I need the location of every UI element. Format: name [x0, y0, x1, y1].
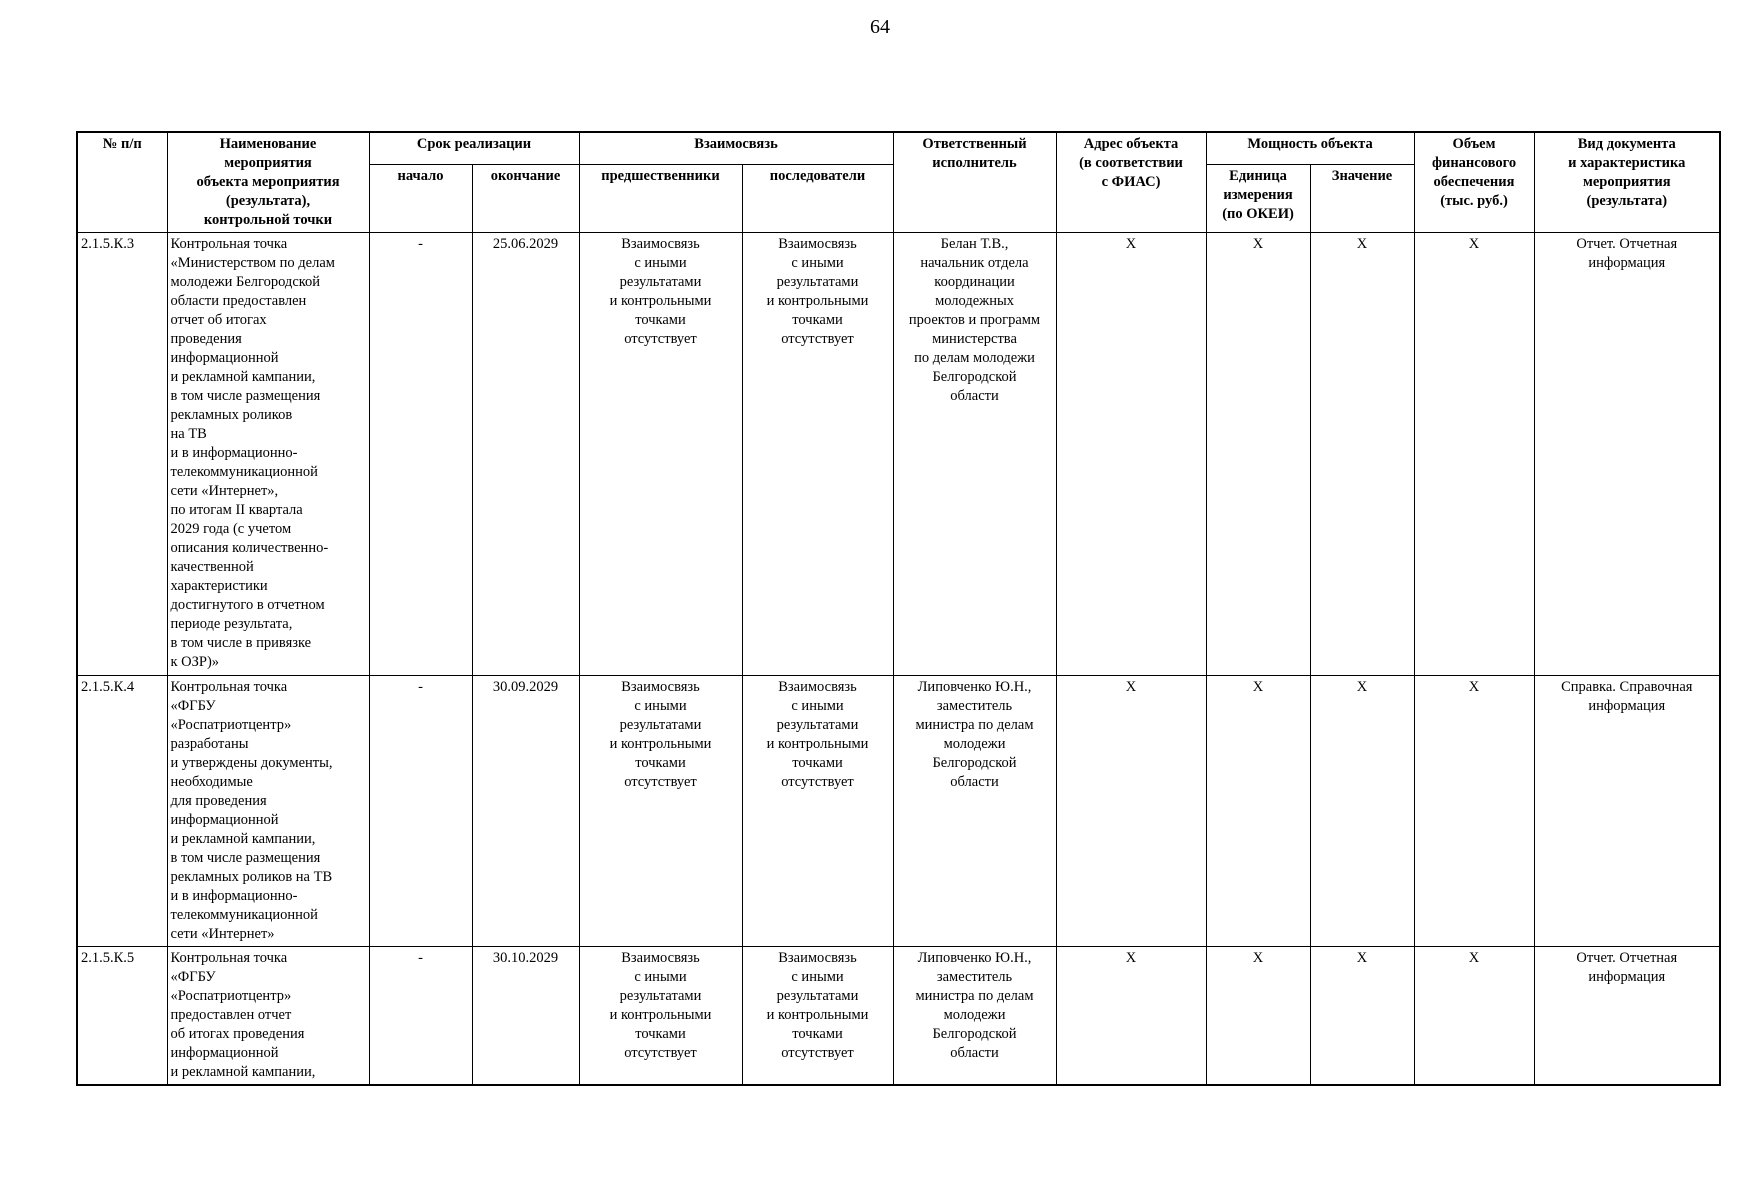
row-volume: X — [1414, 676, 1534, 947]
row-doc: Справка. Справочная информация — [1534, 676, 1720, 947]
row-end: 30.10.2029 — [472, 947, 579, 1086]
header-volume: Объем финансового обеспечения (тыс. руб.) — [1414, 132, 1534, 233]
row-unit: X — [1206, 947, 1310, 1086]
header-capacity: Мощность объекта — [1206, 132, 1414, 164]
header-period-end: окончание — [472, 164, 579, 232]
row-predecessors: Взаимосвязь с иными результатами и контрольными точками отсутствует — [579, 947, 742, 1086]
header-predecessors: предшественники — [579, 164, 742, 232]
header-responsible: Ответственный исполнитель — [893, 132, 1056, 233]
table-row — [77, 233, 1720, 676]
row-start: - — [369, 947, 472, 1086]
row-doc: Отчет. Отчетная информация — [1534, 233, 1720, 676]
row-unit: X — [1206, 233, 1310, 676]
header-doc: Вид документа и характеристика мероприятия (результата) — [1534, 132, 1720, 233]
row-unit: X — [1206, 676, 1310, 947]
row-volume: X — [1414, 233, 1534, 676]
row-responsible: Белан Т.В., начальник отдела координации молодежных проектов и программ министерства по делам молодежи Белгородской области — [893, 233, 1056, 676]
header-address: Адрес объекта (в соответствии с ФИАС) — [1056, 132, 1206, 233]
events-table — [76, 131, 1721, 1086]
header-num: № п/п — [77, 132, 167, 233]
row-successors: Взаимосвязь с иными результатами и контрольными точками отсутствует — [742, 676, 893, 947]
header-successors: последователи — [742, 164, 893, 232]
row-successors: Взаимосвязь с иными результатами и контрольными точками отсутствует — [742, 233, 893, 676]
row-predecessors: Взаимосвязь с иными результатами и контрольными точками отсутствует — [579, 676, 742, 947]
header-period: Срок реализации — [369, 132, 579, 164]
row-name: Контрольная точка «ФГБУ «Роспатриотцентр» предоставлен отчет об итогах проведения информационной и рекламной кампании, — [167, 947, 369, 1086]
row-end: 25.06.2029 — [472, 233, 579, 676]
header-relation: Взаимосвязь — [579, 132, 893, 164]
row-value: X — [1310, 676, 1414, 947]
row-start: - — [369, 233, 472, 676]
row-name: Контрольная точка «ФГБУ «Роспатриотцентр» разработаны и утверждены документы, необходимые для проведения информационной и рекламной кампании, в том числе размещения рекламных роликов на ТВ и в информационно- телекоммуникационной сети «Интернет» — [167, 676, 369, 947]
row-name: Контрольная точка «Министерством по делам молодежи Белгородской области предоставлен отчет об итогах проведения информационной и рекламной кампании, в том числе размещения рекламных роликов на ТВ и в информационно- телекоммуникационной сети «Интернет», по итогам II квартала 2029 года (с учетом описания количественно- качественной характеристики достигнутого в отчетном периоде результата, в том числе в привязке к ОЗР)» — [167, 233, 369, 676]
row-responsible: Липовченко Ю.Н., заместитель министра по делам молодежи Белгородской области — [893, 947, 1056, 1086]
header-unit: Единица измерения (по ОКЕИ) — [1206, 164, 1310, 232]
page-number: 64 — [870, 16, 890, 38]
row-predecessors: Взаимосвязь с иными результатами и контрольными точками отсутствует — [579, 233, 742, 676]
row-doc: Отчет. Отчетная информация — [1534, 947, 1720, 1086]
row-num: 2.1.5.К.4 — [77, 676, 167, 947]
row-responsible: Липовченко Ю.Н., заместитель министра по делам молодежи Белгородской области — [893, 676, 1056, 947]
row-successors: Взаимосвязь с иными результатами и контрольными точками отсутствует — [742, 947, 893, 1086]
row-value: X — [1310, 947, 1414, 1086]
header-name: Наименование мероприятия объекта мероприятия (результата), контрольной точки — [167, 132, 369, 233]
header-value: Значение — [1310, 164, 1414, 232]
row-address: X — [1056, 233, 1206, 676]
row-value: X — [1310, 233, 1414, 676]
table-row — [77, 676, 1720, 947]
row-num: 2.1.5.К.3 — [77, 233, 167, 676]
row-address: X — [1056, 676, 1206, 947]
row-volume: X — [1414, 947, 1534, 1086]
row-address: X — [1056, 947, 1206, 1086]
row-num: 2.1.5.К.5 — [77, 947, 167, 1086]
table-row — [77, 947, 1720, 1086]
row-start: - — [369, 676, 472, 947]
row-end: 30.09.2029 — [472, 676, 579, 947]
header-period-start: начало — [369, 164, 472, 232]
